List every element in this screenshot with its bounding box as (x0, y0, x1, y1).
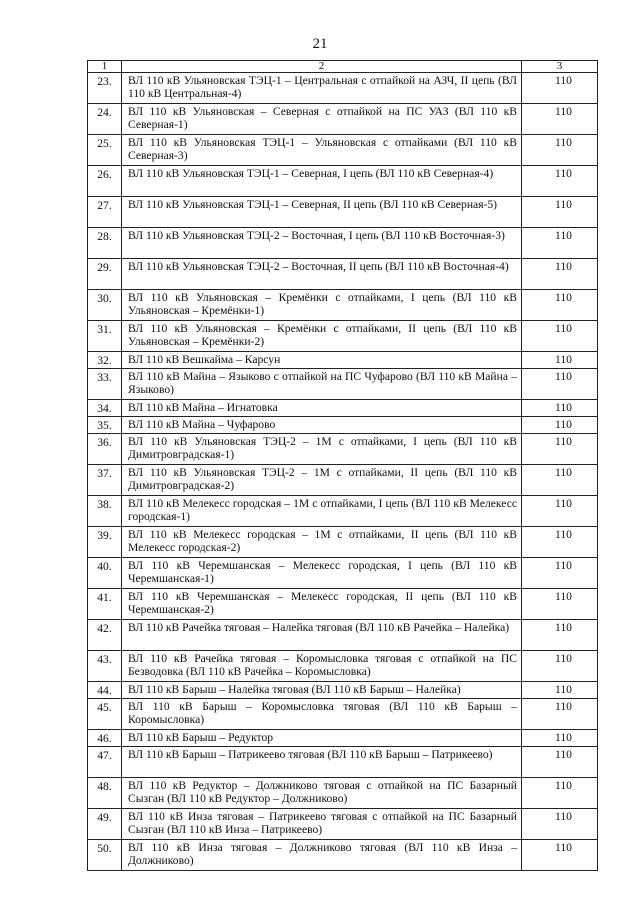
table-row (88, 417, 598, 434)
line-name: ВЛ 110 кВ Черемшанская – Мелекесс городская, II цепь (ВЛ 110 кВ Черемшанская-2) (122, 589, 522, 620)
table-row (88, 778, 598, 809)
table-row (88, 104, 598, 135)
row-number: 31. (88, 321, 122, 352)
table-row (88, 369, 598, 400)
line-name: ВЛ 110 кВ Ульяновская ТЭЦ-2 – Восточная, I цепь (ВЛ 110 кВ Восточная-3) (122, 228, 522, 259)
voltage-value: 110 (522, 682, 598, 699)
table-row (88, 527, 598, 558)
row-number: 33. (88, 369, 122, 400)
row-number: 43. (88, 651, 122, 682)
row-number: 48. (88, 778, 122, 809)
line-name: ВЛ 110 кВ Барыш – Редуктор (122, 730, 522, 747)
voltage-value: 110 (522, 778, 598, 809)
voltage-value: 110 (522, 434, 598, 465)
line-name: ВЛ 110 кВ Майна – Игнатовка (122, 400, 522, 417)
line-name: ВЛ 110 кВ Ульяновская ТЭЦ-1 – Северная, II цепь (ВЛ 110 кВ Северная-5) (122, 197, 522, 228)
table-row (88, 73, 598, 104)
table-row (88, 558, 598, 589)
row-number: 27. (88, 197, 122, 228)
table-row (88, 321, 598, 352)
row-number: 36. (88, 434, 122, 465)
voltage-value: 110 (522, 369, 598, 400)
column-header-3: 3 (522, 61, 598, 73)
row-number: 45. (88, 699, 122, 730)
voltage-value: 110 (522, 730, 598, 747)
row-number: 47. (88, 747, 122, 778)
table-row (88, 730, 598, 747)
column-header-1: 1 (88, 61, 122, 73)
table-row (88, 840, 598, 871)
voltage-value: 110 (522, 73, 598, 104)
row-number: 49. (88, 809, 122, 840)
table-row (88, 465, 598, 496)
table-header-row (88, 61, 598, 73)
line-name: ВЛ 110 кВ Барыш – Коромысловка тяговая (ВЛ 110 кВ Барыш – Коромысловка) (122, 699, 522, 730)
table-row (88, 809, 598, 840)
row-number: 29. (88, 259, 122, 290)
table-row (88, 589, 598, 620)
line-name: ВЛ 110 кВ Инза тяговая – Должниково тяговая (ВЛ 110 кВ Инза – Должниково) (122, 840, 522, 871)
table-row (88, 259, 598, 290)
line-name: ВЛ 110 кВ Мелекесс городская – 1М с отпайками, I цепь (ВЛ 110 кВ Мелекесс городская-1) (122, 496, 522, 527)
voltage-value: 110 (522, 620, 598, 651)
line-name: ВЛ 110 кВ Вешкайма – Карсун (122, 352, 522, 369)
row-number: 34. (88, 400, 122, 417)
voltage-value: 110 (522, 747, 598, 778)
table-row (88, 400, 598, 417)
line-name: ВЛ 110 кВ Ульяновская ТЭЦ-1 – Ульяновская с отпайками (ВЛ 110 кВ Северная-3) (122, 135, 522, 166)
table-row (88, 699, 598, 730)
line-name: ВЛ 110 кВ Ульяновская ТЭЦ-2 – 1М с отпайками, I цепь (ВЛ 110 кВ Димитровградская-1) (122, 434, 522, 465)
row-number: 23. (88, 73, 122, 104)
voltage-value: 110 (522, 352, 598, 369)
voltage-value: 110 (522, 699, 598, 730)
line-name: ВЛ 110 кВ Редуктор – Должниково тяговая с отпайкой на ПС Базарный Сызган (ВЛ 110 кВ Редуктор – Должниково) (122, 778, 522, 809)
voltage-value: 110 (522, 135, 598, 166)
voltage-value: 110 (522, 166, 598, 197)
table-row (88, 434, 598, 465)
line-name: ВЛ 110 кВ Майна – Языково с отпайкой на ПС Чуфарово (ВЛ 110 кВ Майна – Языково) (122, 369, 522, 400)
line-name: ВЛ 110 кВ Мелекесс городская – 1М с отпайками, II цепь (ВЛ 110 кВ Мелекесс городская-2) (122, 527, 522, 558)
table-row (88, 651, 598, 682)
line-name: ВЛ 110 кВ Ульяновская ТЭЦ-1 – Центральная с отпайкой на АЗЧ, II цепь (ВЛ 110 кВ Центральная-4) (122, 73, 522, 104)
row-number: 50. (88, 840, 122, 871)
voltage-value: 110 (522, 259, 598, 290)
table-row (88, 166, 598, 197)
voltage-value: 110 (522, 496, 598, 527)
column-header-2: 2 (122, 61, 522, 73)
row-number: 44. (88, 682, 122, 699)
row-number: 30. (88, 290, 122, 321)
voltage-value: 110 (522, 104, 598, 135)
table-row (88, 197, 598, 228)
table-row (88, 682, 598, 699)
row-number: 39. (88, 527, 122, 558)
table-row (88, 228, 598, 259)
voltage-value: 110 (522, 228, 598, 259)
voltage-value: 110 (522, 400, 598, 417)
line-name: ВЛ 110 кВ Черемшанская – Мелекесс городская, I цепь (ВЛ 110 кВ Черемшанская-1) (122, 558, 522, 589)
row-number: 32. (88, 352, 122, 369)
table-row (88, 496, 598, 527)
voltage-value: 110 (522, 197, 598, 228)
line-name: ВЛ 110 кВ Ульяновская – Кремёнки с отпайками, I цепь (ВЛ 110 кВ Ульяновская – Кремёнки-1) (122, 290, 522, 321)
voltage-value: 110 (522, 809, 598, 840)
row-number: 26. (88, 166, 122, 197)
row-number: 24. (88, 104, 122, 135)
row-number: 37. (88, 465, 122, 496)
line-name: ВЛ 110 кВ Ульяновская – Северная с отпайкой на ПС УАЗ (ВЛ 110 кВ Северная-1) (122, 104, 522, 135)
voltage-value: 110 (522, 558, 598, 589)
table-body (88, 61, 598, 871)
row-number: 40. (88, 558, 122, 589)
line-name: ВЛ 110 кВ Ульяновская – Кремёнки с отпайками, II цепь (ВЛ 110 кВ Ульяновская – Кремёнки-2) (122, 321, 522, 352)
row-number: 41. (88, 589, 122, 620)
line-name: ВЛ 110 кВ Рачейка тяговая – Коромысловка тяговая с отпайкой на ПС Безводовка (ВЛ 110 кВ Рачейка – Коромысловка) (122, 651, 522, 682)
voltage-value: 110 (522, 417, 598, 434)
row-number: 25. (88, 135, 122, 166)
table-row (88, 352, 598, 369)
table-row (88, 290, 598, 321)
table-row (88, 135, 598, 166)
line-name: ВЛ 110 кВ Барыш – Налейка тяговая (ВЛ 110 кВ Барыш – Налейка) (122, 682, 522, 699)
line-name: ВЛ 110 кВ Ульяновская ТЭЦ-2 – 1М с отпайками, II цепь (ВЛ 110 кВ Димитровградская-2) (122, 465, 522, 496)
row-number: 46. (88, 730, 122, 747)
power-lines-table (87, 60, 598, 871)
page-number: 21 (312, 36, 328, 52)
line-name: ВЛ 110 кВ Барыш – Патрикеево тяговая (ВЛ 110 кВ Барыш – Патрикеево) (122, 747, 522, 778)
voltage-value: 110 (522, 651, 598, 682)
table-row (88, 747, 598, 778)
voltage-value: 110 (522, 465, 598, 496)
table-row (88, 620, 598, 651)
line-name: ВЛ 110 кВ Рачейка тяговая – Налейка тяговая (ВЛ 110 кВ Рачейка – Налейка) (122, 620, 522, 651)
voltage-value: 110 (522, 527, 598, 558)
line-name: ВЛ 110 кВ Ульяновская ТЭЦ-2 – Восточная, II цепь (ВЛ 110 кВ Восточная-4) (122, 259, 522, 290)
line-name: ВЛ 110 кВ Ульяновская ТЭЦ-1 – Северная, I цепь (ВЛ 110 кВ Северная-4) (122, 166, 522, 197)
voltage-value: 110 (522, 321, 598, 352)
voltage-value: 110 (522, 290, 598, 321)
voltage-value: 110 (522, 840, 598, 871)
row-number: 28. (88, 228, 122, 259)
row-number: 42. (88, 620, 122, 651)
line-name: ВЛ 110 кВ Инза тяговая – Патрикеево тяговая с отпайкой на ПС Базарный Сызган (ВЛ 110 кВ Инза – Патрикеево) (122, 809, 522, 840)
voltage-value: 110 (522, 589, 598, 620)
line-name: ВЛ 110 кВ Майна – Чуфарово (122, 417, 522, 434)
row-number: 35. (88, 417, 122, 434)
row-number: 38. (88, 496, 122, 527)
